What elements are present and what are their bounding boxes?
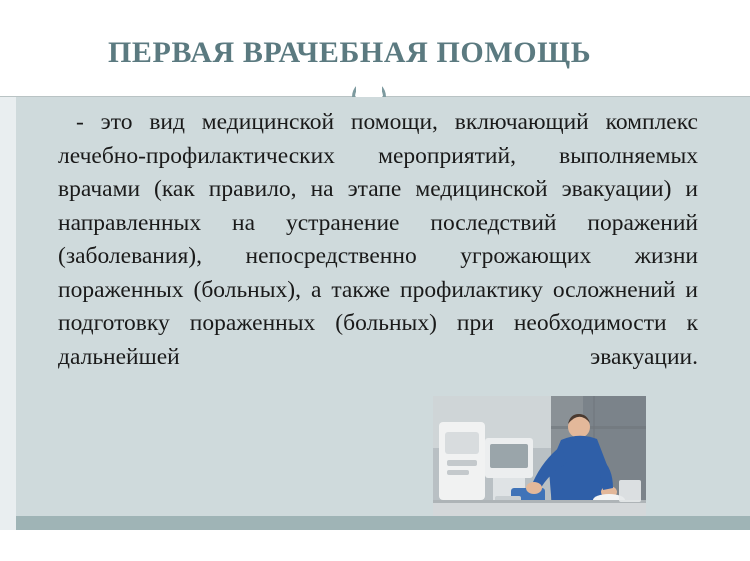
illustration-photo <box>433 396 646 516</box>
bottom-margin <box>0 530 750 561</box>
left-accent-stripe <box>0 97 16 561</box>
photo-graphic <box>433 396 646 516</box>
bottom-accent-bar <box>16 516 750 530</box>
body-paragraph: - это вид медицинской помощи, включающий комплекс лечебно-профилактических мероприятий, выполняемых врачами (как правило, на этапе медицинской эвакуации) и направленных на устранение последствий поражений (заболевания), непосредственно угрожающих жизни пораженных (больных), а также профилактику осложнений и подготовку пораженных (больных) при необходимости к дальнейшей эвакуации. <box>58 109 698 370</box>
page-title: ПЕРВАЯ ВРАЧЕБНАЯ ПОМОЩЬ <box>108 36 592 69</box>
circle-ornament-mask <box>356 80 382 97</box>
